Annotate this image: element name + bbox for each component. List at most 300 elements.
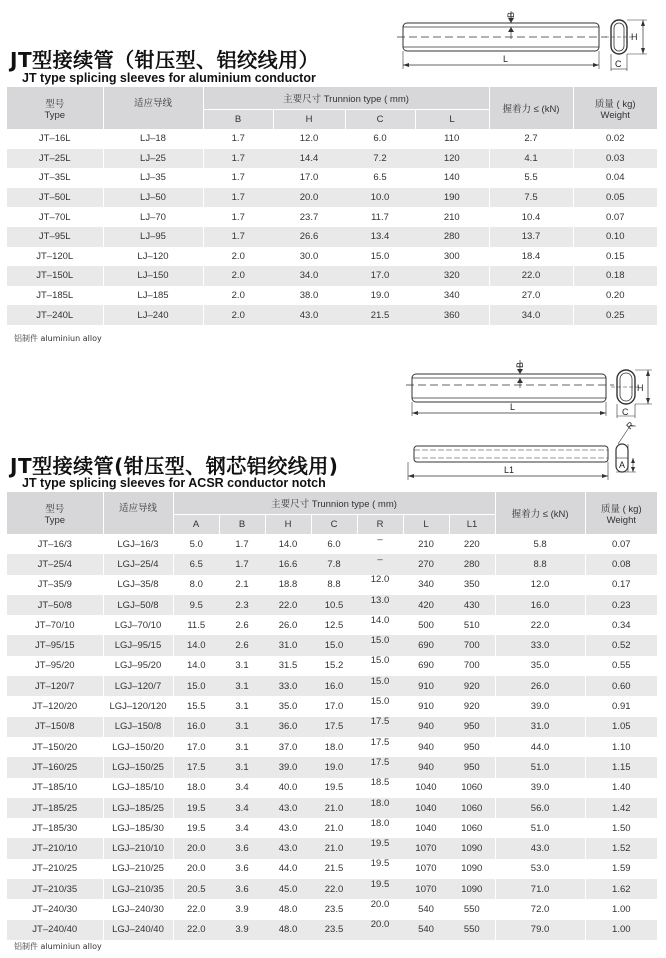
table-cell [357,615,403,635]
table-cell: 1070 [403,859,449,879]
table-cell: 19.5 [173,818,219,838]
table-cell: 950 [449,737,495,757]
table-cell: JT–240L [7,305,103,325]
table-cell: LGJ–50/8 [103,595,173,615]
table-cell: 2.3 [219,595,265,615]
section2-title-en: JT type splicing sleeves for ACSR conductor notch [22,476,326,490]
table-cell: LGJ–95/15 [103,635,173,655]
table-cell [357,595,403,615]
table-cell: 43.0 [265,838,311,858]
table-cell: 38.0 [273,286,345,306]
table-cell: 26.0 [495,676,585,696]
table-cell: 1040 [403,778,449,798]
table-cell: 550 [449,899,495,919]
table-row [7,554,657,574]
table-cell [357,534,403,554]
table-cell: 420 [403,595,449,615]
table-cell: 1.00 [585,920,657,940]
table-cell: 0.05 [573,188,657,208]
table-cell: 21.0 [311,818,357,838]
table-cell: 7.5 [489,188,573,208]
table-cell: 1.7 [203,207,273,227]
table-cell: 12.5 [311,615,357,635]
table-cell: 5.8 [495,534,585,554]
table-cell: 22.0 [265,595,311,615]
table-cell: JT–210/10 [7,838,103,858]
diagram1-label-h: H [631,32,638,42]
table-cell: 9.5 [173,595,219,615]
sleeve-diagram-1 [395,5,660,75]
table-cell: 120 [415,149,489,169]
table-cell: LGJ–120/120 [103,696,173,716]
table-cell [357,859,403,879]
table-cell: JT–120/7 [7,676,103,696]
table-cell: LJ–95 [103,227,203,247]
table-cell: 3.1 [219,717,265,737]
table-cell: 2.0 [203,266,273,286]
col-type-cn: 型号 [45,98,65,110]
table-cell: 2.6 [219,635,265,655]
table-cell: 920 [449,696,495,716]
table-cell: 2.0 [203,286,273,306]
table-cell: 0.20 [573,286,657,306]
table-cell: 34.0 [273,266,345,286]
col2-grip-header: 握着力 ≤ (kN) [495,492,585,534]
table-cell: 8.8 [311,575,357,595]
table-cell: 1070 [403,838,449,858]
table-cell-value: 15.0 [370,696,390,708]
table-cell: 26.6 [273,227,345,247]
table-cell: 0.34 [585,615,657,635]
table-cell: 0.07 [573,207,657,227]
table-cell: 48.0 [265,920,311,940]
table-cell: JT–70L [7,207,103,227]
sleeve-diagram-2 [404,356,659,418]
table-cell: JT–120L [7,247,103,267]
col2-l: L [403,514,449,534]
table-cell: LJ–120 [103,247,203,267]
table-cell: 1.7 [203,188,273,208]
table-cell: 3.6 [219,859,265,879]
section1-title-en: JT type splicing sleeves for aluminium conductor [22,71,316,85]
table-cell: 0.18 [573,266,657,286]
table-cell: 14.0 [173,635,219,655]
table-cell: 43.0 [273,305,345,325]
table-cell: JT–160/25 [7,757,103,777]
table-cell: JT–150/8 [7,717,103,737]
table-cell: 31.5 [265,656,311,676]
table-cell: 21.0 [311,798,357,818]
table-cell-value: 17.5 [370,736,390,748]
table-cell: 1040 [403,818,449,838]
table-cell: 15.5 [173,696,219,716]
table-cell: 3.6 [219,879,265,899]
table-row [7,676,657,696]
table-cell: 0.17 [585,575,657,595]
col-weight-header [573,87,657,129]
table-cell: JT–35/9 [7,575,103,595]
table-cell: 0.07 [585,534,657,554]
table-row [7,615,657,635]
table-cell: JT–95L [7,227,103,247]
table-cell: JT–16L [7,129,103,149]
table-cell: 690 [403,656,449,676]
table-cell [357,778,403,798]
table-cell: 1.59 [585,859,657,879]
table-cell: 1.7 [219,554,265,574]
table-cell: 16.0 [495,595,585,615]
table-cell: 11.5 [173,615,219,635]
table-cell-value: 13.0 [370,594,390,606]
table-cell-value: 20.0 [370,919,390,931]
table-row [7,305,657,325]
table-cell: 3.1 [219,757,265,777]
col-weight-en: Weight [600,109,630,121]
table-cell: 430 [449,595,495,615]
table-cell: 17.0 [273,168,345,188]
table-cell: 43.0 [265,818,311,838]
col2-weight-header [585,492,657,534]
table-row [7,635,657,655]
table-cell: LGJ–95/20 [103,656,173,676]
table-cell: 22.0 [489,266,573,286]
diagram1-label-l: L [503,54,509,64]
table-cell: 72.0 [495,899,585,919]
table-cell: 35.0 [495,656,585,676]
table-cell [357,899,403,919]
table-cell: 2.1 [219,575,265,595]
table-cell: 1070 [403,879,449,899]
table-cell: 33.0 [495,635,585,655]
table-cell: 40.0 [265,778,311,798]
table-cell: 5.0 [173,534,219,554]
diagram3-label-l1: L1 [504,465,515,475]
table-cell: 690 [403,635,449,655]
diagram2-label-l: L [510,402,516,412]
table-cell: 34.0 [489,305,573,325]
table-cell: 920 [449,676,495,696]
col2-c: C [311,514,357,534]
table-cell: 18.0 [311,737,357,757]
table-cell: 6.5 [173,554,219,574]
table-cell: 110 [415,129,489,149]
table-cell: 0.02 [573,129,657,149]
table-cell: 20.0 [273,188,345,208]
table-cell: 23.5 [311,899,357,919]
diagram2-label-c: C [622,407,629,417]
col-grip-header: 握着力 ≤ (kN) [489,87,573,129]
table-cell: 17.5 [311,717,357,737]
table-cell: 16.0 [173,717,219,737]
table-cell: 3.4 [219,778,265,798]
table-cell: 14.0 [173,656,219,676]
col2-b: B [219,514,265,534]
table-cell: 1.42 [585,798,657,818]
table-cell: 6.5 [345,168,415,188]
table-cell: 3.9 [219,920,265,940]
table-cell: 190 [415,188,489,208]
table-cell: 14.4 [273,149,345,169]
table-cell: 1.05 [585,717,657,737]
table-cell [357,554,403,574]
table-row [7,757,657,777]
table-cell [357,717,403,737]
table-cell: 950 [449,757,495,777]
table-cell: 1.40 [585,778,657,798]
table-cell: LJ–18 [103,129,203,149]
table-cell: 0.04 [573,168,657,188]
table-cell: JT–185/30 [7,818,103,838]
col2-a: A [173,514,219,534]
table-cell: 39.0 [495,696,585,716]
table-cell: 1060 [449,798,495,818]
table-cell: 360 [415,305,489,325]
table-cell: JT–240/40 [7,920,103,940]
table-cell: LGJ–150/20 [103,737,173,757]
table-cell: 6.0 [311,534,357,554]
table-cell: 44.0 [495,737,585,757]
table-cell [357,737,403,757]
table-cell: 1.00 [585,899,657,919]
table-cell-value: 17.5 [370,757,390,768]
table-row [7,266,657,286]
table-cell [357,798,403,818]
table-cell: 3.1 [219,656,265,676]
table-cell: 0.10 [573,227,657,247]
table-cell: 48.0 [265,899,311,919]
table-cell: 280 [415,227,489,247]
table-aluminium [7,87,657,325]
table-cell: 3.4 [219,798,265,818]
table-cell: 2.0 [203,305,273,325]
table-cell: 21.0 [311,838,357,858]
table-cell: 15.0 [311,635,357,655]
table-cell: LJ–150 [103,266,203,286]
table-cell: 1090 [449,859,495,879]
table-cell: 31.0 [265,635,311,655]
col-c: C [345,109,415,129]
table-cell: 1.52 [585,838,657,858]
col-type-header [7,87,103,129]
table-cell: LGJ–240/40 [103,920,173,940]
table-cell: 23.5 [311,920,357,940]
table-row [7,717,657,737]
table-cell [357,696,403,716]
table-cell-value: 17.5 [370,716,390,728]
diagram3-label-r: R [624,419,637,432]
table-row [7,207,657,227]
table-cell: 700 [449,656,495,676]
table-cell: 20.0 [173,859,219,879]
table-cell: 540 [403,899,449,919]
table-row [7,188,657,208]
col2-weight-cn: 质量 ( kg) [600,503,642,515]
table-cell: 8.0 [173,575,219,595]
table-cell: 3.6 [219,838,265,858]
table-cell: LGJ–210/10 [103,838,173,858]
table-cell [357,838,403,858]
table-cell: JT–185L [7,286,103,306]
table-cell: 13.7 [489,227,573,247]
table-row [7,247,657,267]
section1-note: 铝制件 aluminiun alloy [14,334,102,343]
table-cell: 1.7 [203,168,273,188]
col-conductor-header: 适应导线 [103,87,203,129]
table-cell: 2.0 [203,247,273,267]
table-row [7,149,657,169]
table-cell: 56.0 [495,798,585,818]
col-h: H [273,109,345,129]
table-cell: 3.1 [219,737,265,757]
table-cell: 27.0 [489,286,573,306]
table-cell: LJ–70 [103,207,203,227]
table-cell: 4.1 [489,149,573,169]
table-cell: 510 [449,615,495,635]
table-cell: JT–210/25 [7,859,103,879]
table-row [7,696,657,716]
table-cell [357,635,403,655]
table-cell: 2.6 [219,615,265,635]
table-cell: 20.0 [173,838,219,858]
table-cell: 1.10 [585,737,657,757]
table-cell: 51.0 [495,818,585,838]
table-row [7,286,657,306]
table-cell: 22.0 [495,615,585,635]
table-cell-value: – [377,534,383,545]
table-cell [357,757,403,777]
table-cell: 37.0 [265,737,311,757]
col-type-en: Type [44,109,66,121]
table-cell [357,920,403,940]
table-cell: LGJ–150/8 [103,717,173,737]
col2-r: R [357,514,403,534]
table-cell-value: 18.5 [370,777,390,789]
table-cell: JT–95/15 [7,635,103,655]
table-cell: JT–240/30 [7,899,103,919]
col2-weight-en: Weight [606,514,636,526]
table-cell: 18.4 [489,247,573,267]
table-cell: JT–150/20 [7,737,103,757]
table-cell: 21.5 [311,859,357,879]
table-cell: 19.5 [311,778,357,798]
col2-type-header [7,492,103,534]
table-cell: 3.1 [219,676,265,696]
section1-title-cn: JT型接续管（钳压型、铝绞线用） [10,48,320,72]
table-cell-value: 15.0 [370,635,390,647]
table-row [7,129,657,149]
table-cell: 950 [449,717,495,737]
table-row [7,227,657,247]
table-cell: 1090 [449,838,495,858]
table-cell: 26.0 [265,615,311,635]
table-cell: 15.0 [345,247,415,267]
table-row [7,575,657,595]
table-cell: 23.7 [273,207,345,227]
table-cell: 500 [403,615,449,635]
table-cell: 14.0 [265,534,311,554]
table-cell: 22.0 [173,920,219,940]
table-cell-value: 20.0 [370,899,390,910]
table-cell-value: – [377,554,383,565]
table-cell [357,575,403,595]
table-cell: JT–16/3 [7,534,103,554]
table-cell: LGJ–210/25 [103,859,173,879]
col2-dims-header: 主要尺寸 Trunnion type ( mm) [173,492,495,514]
table-cell: 51.0 [495,757,585,777]
table-cell: LGJ–35/8 [103,575,173,595]
diagram2-label-b: B [515,361,525,368]
sleeve-diagram-3 [404,420,659,486]
table-cell: 0.60 [585,676,657,696]
table-cell: LGJ–25/4 [103,554,173,574]
col2-type-en: Type [44,514,66,526]
table-cell: JT–50/8 [7,595,103,615]
diagram2-label-h: H [637,383,644,393]
table-cell: LGJ–185/30 [103,818,173,838]
table-row [7,899,657,919]
table-cell: 1.15 [585,757,657,777]
table-cell: 1.7 [203,227,273,247]
table-row [7,778,657,798]
table-cell: JT–210/35 [7,879,103,899]
table-cell: 39.0 [265,757,311,777]
table-cell: 6.0 [345,129,415,149]
table-cell: 3.1 [219,696,265,716]
diagram1-label-c: C [615,59,622,69]
table-cell: 36.0 [265,717,311,737]
table-cell: 270 [403,554,449,574]
table-cell: 10.4 [489,207,573,227]
table-cell: 0.15 [573,247,657,267]
table-cell: LGJ–150/25 [103,757,173,777]
table-cell: 5.5 [489,168,573,188]
table-row [7,838,657,858]
table-cell: 17.0 [345,266,415,286]
diagram1-label-b: B [506,11,516,18]
table-cell: 220 [449,534,495,554]
table-cell: 1040 [403,798,449,818]
table-row [7,534,657,554]
col-l: L [415,109,489,129]
col-dims-header: 主要尺寸 Trunnion type ( mm) [203,87,489,109]
table-cell: LJ–185 [103,286,203,306]
table-cell: 18.8 [265,575,311,595]
table-cell: 1.7 [203,129,273,149]
table-cell-value: 19.5 [370,858,390,870]
table-row [7,859,657,879]
table-cell: 43.0 [495,838,585,858]
table-cell: 17.0 [173,737,219,757]
table-cell: 0.23 [585,595,657,615]
table-cell: 0.25 [573,305,657,325]
table-cell: 550 [449,920,495,940]
col-b: B [203,109,273,129]
table-cell: 940 [403,717,449,737]
col2-type-cn: 型号 [45,503,65,515]
table-cell: 340 [403,575,449,595]
table-cell: 340 [415,286,489,306]
table-cell: 15.0 [173,676,219,696]
table-cell: 300 [415,247,489,267]
table-cell: 16.6 [265,554,311,574]
table-cell: 35.0 [265,696,311,716]
diagram3-label-a: A [619,460,626,470]
table-cell: LJ–35 [103,168,203,188]
table-cell: JT–25L [7,149,103,169]
table-cell: LGJ–185/10 [103,778,173,798]
table-row [7,920,657,940]
table-cell: 1.7 [219,534,265,554]
